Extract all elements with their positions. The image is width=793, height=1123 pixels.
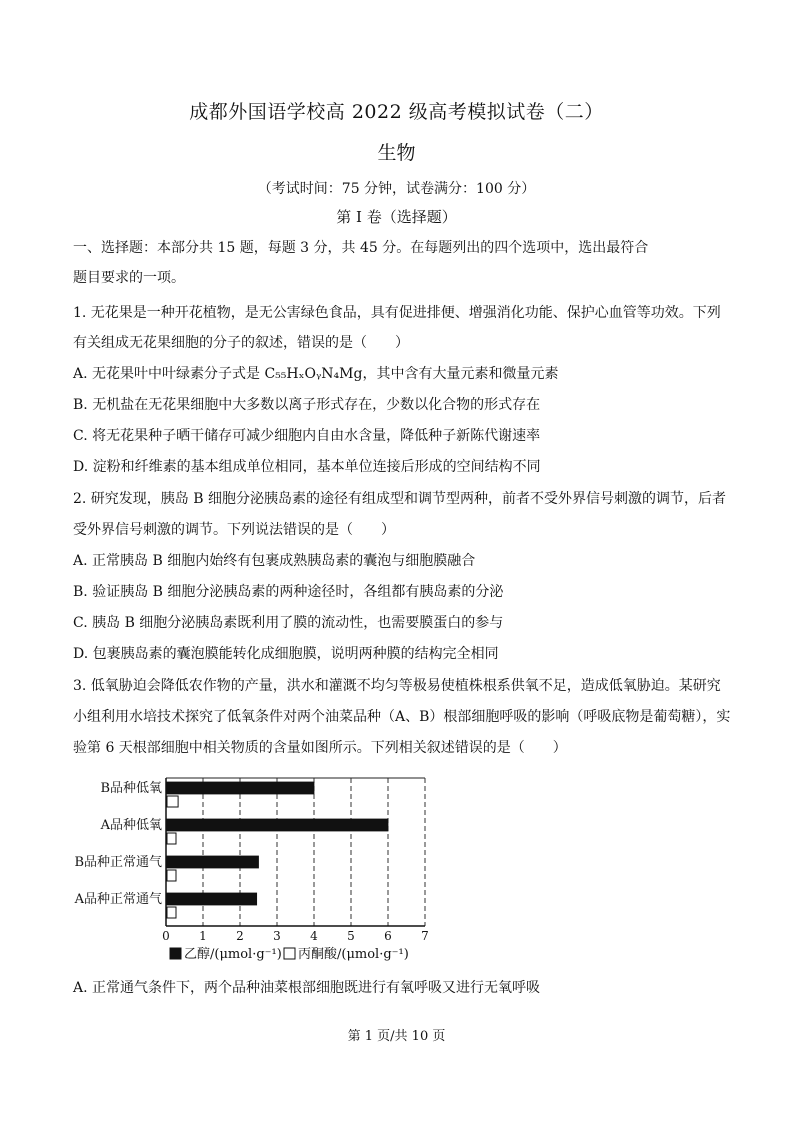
section-instructions-line2: 题目要求的一项。 bbox=[73, 270, 185, 286]
q3-stem-line3: 验第 6 天根部细胞中相关物质的含量如图所示。下列相关叙述错误的是（ ） bbox=[73, 740, 567, 756]
x-tick-label: 4 bbox=[310, 929, 318, 943]
q1-stem-line1: 1. 无花果是一种开花植物，是无公害绿色食品，具有促进排便、增强消化功能、保护心血管等功效。下列 bbox=[73, 305, 721, 321]
legend-swatch-ethanol bbox=[170, 948, 181, 959]
q1-option-b: B. 无机盐在无花果细胞中大多数以离子形式存在，少数以化合物的形式存在 bbox=[73, 397, 541, 413]
q1-option-d: D. 淀粉和纤维素的基本组成单位相同，基本单位连接后形成的空间结构不同 bbox=[73, 459, 541, 475]
q3-stem-line2: 小组利用水培技术探究了低氧条件对两个油菜品种（A、B）根部细胞呼吸的影响（呼吸底物是葡萄糖），实 bbox=[73, 709, 731, 725]
q2-option-d: D. 包裹胰岛素的囊泡膜能转化成细胞膜，说明两种膜的结构完全相同 bbox=[73, 646, 499, 662]
x-tick-label: 5 bbox=[347, 929, 355, 943]
q1-stem-line2: 有关组成无花果细胞的分子的叙述，错误的是（ ） bbox=[73, 335, 409, 351]
q2-option-b: B. 验证胰岛 B 细胞分泌胰岛素的两种途径时，各组都有胰岛素的分泌 bbox=[73, 584, 504, 600]
bar-ethanol bbox=[166, 856, 259, 868]
bar-pyruvate bbox=[167, 796, 178, 807]
q3-stem-line1: 3. 低氧胁迫会降低农作物的产量，洪水和灌溉不均匀等极易使植株根系供氧不足，造成低氧胁迫。某研究 bbox=[73, 678, 721, 694]
section-instructions-line1: 一、选择题：本部分共 15 题，每题 3 分，共 45 分。在每题列出的四个选项中，选出最符合 bbox=[73, 240, 649, 256]
volume-heading: 第 I 卷（选择题） bbox=[336, 208, 457, 226]
x-tick-label: 3 bbox=[273, 929, 281, 943]
legend-label-ethanol: 乙醇/(μmol·g⁻¹) bbox=[184, 947, 282, 962]
q1-option-c: C. 将无花果种子晒干储存可减少细胞内自由水含量，降低种子新陈代谢速率 bbox=[73, 428, 541, 444]
category-label: A品种低氧 bbox=[100, 818, 162, 833]
x-tick-label: 7 bbox=[421, 929, 429, 943]
category-label: B品种正常通气 bbox=[74, 855, 162, 870]
q2-stem-line2: 受外界信号刺激的调节。下列说法错误的是（ ） bbox=[73, 522, 395, 538]
bar-pyruvate bbox=[167, 907, 176, 918]
q2-option-a: A. 正常胰岛 B 细胞内始终有包裹成熟胰岛素的囊泡与细胞膜融合 bbox=[73, 553, 476, 569]
q3-option-a: A. 正常通气条件下，两个品种油菜根部细胞既进行有氧呼吸又进行无氧呼吸 bbox=[73, 980, 541, 996]
category-label: B品种低氧 bbox=[100, 781, 162, 796]
x-tick-label: 6 bbox=[384, 929, 392, 943]
q3-bar-chart bbox=[60, 770, 450, 970]
legend-swatch-pyruvate bbox=[284, 948, 295, 959]
bar-ethanol bbox=[166, 819, 388, 831]
q2-stem-line1: 2. 研究发现，胰岛 B 细胞分泌胰岛素的途径有组成型和调节型两种，前者不受外界信号刺激的调节，后者 bbox=[73, 491, 726, 507]
bar-pyruvate bbox=[167, 833, 176, 844]
x-tick-label: 1 bbox=[199, 929, 207, 943]
exam-info: （考试时间：75 分钟，试卷满分：100 分） bbox=[257, 181, 536, 197]
x-tick-label: 2 bbox=[236, 929, 244, 943]
exam-title: 成都外国语学校高 2022 级高考模拟试卷（二） bbox=[189, 101, 604, 123]
q1-option-a: A. 无花果叶中叶绿素分子式是 C₅₅HₓOᵧN₄Mg，其中含有大量元素和微量元素 bbox=[73, 366, 559, 382]
bar-ethanol bbox=[166, 782, 314, 794]
legend-label-pyruvate: 丙酮酸/(μmol·g⁻¹) bbox=[298, 947, 409, 962]
subject-title: 生物 bbox=[377, 142, 416, 164]
category-label: A品种正常通气 bbox=[74, 892, 162, 907]
bar-pyruvate bbox=[167, 870, 176, 881]
x-tick-label: 0 bbox=[162, 929, 170, 943]
page-footer: 第 1 页/共 10 页 bbox=[347, 1029, 446, 1044]
bar-ethanol bbox=[166, 893, 257, 905]
q2-option-c: C. 胰岛 B 细胞分泌胰岛素既利用了膜的流动性，也需要膜蛋白的参与 bbox=[73, 615, 504, 631]
